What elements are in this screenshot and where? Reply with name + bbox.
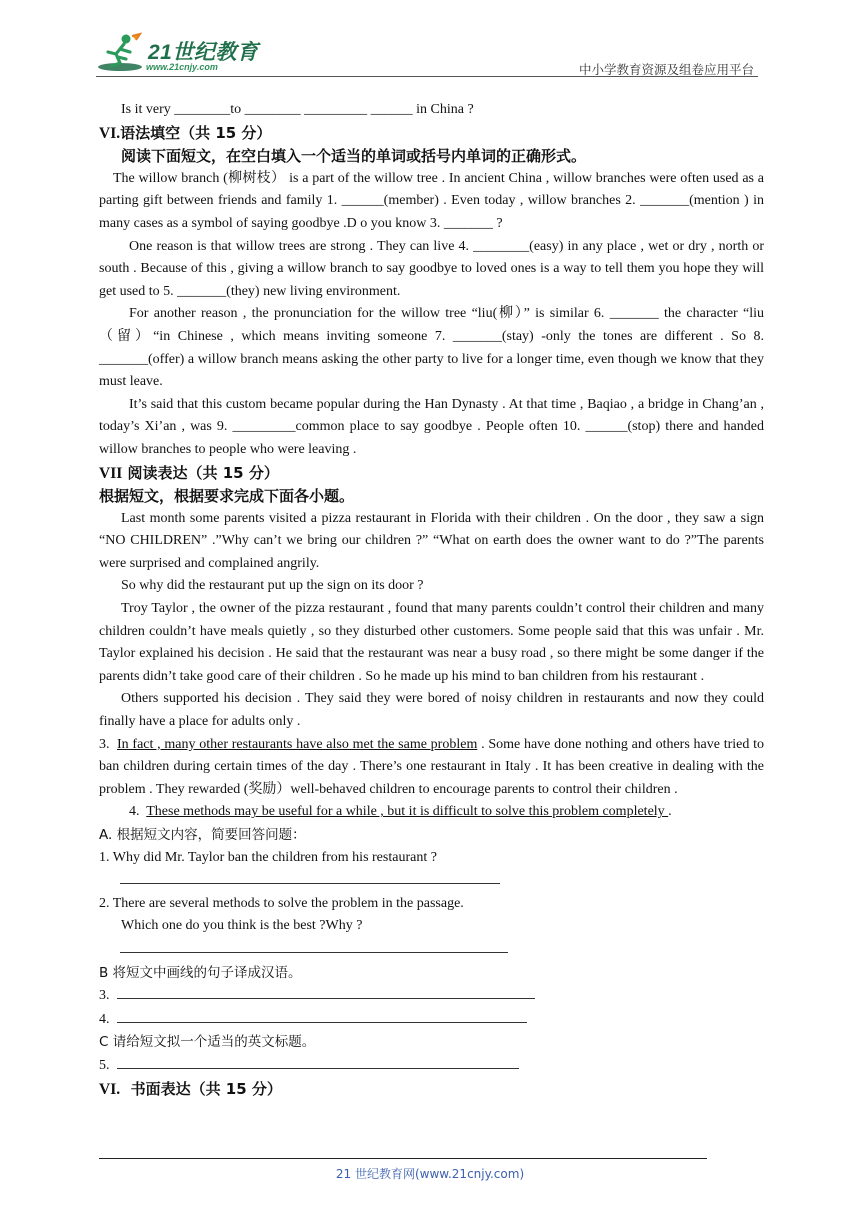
question-1: 1. Why did Mr. Taylor ban the children from his restaurant ? [99,849,437,865]
s7-paragraph: Others supported his decision . They said they were bored of noisy children in restaurants and now they could finally have a place for adults only . [99,691,764,730]
document-body [99,99,764,1101]
logo-title: 21世纪教育 [148,41,259,64]
page-header [96,32,758,78]
underlined-sentence-4: These methods may be useful for a while , but it is difficult to solve this problem completely [146,804,669,820]
answer-line-1[interactable] [99,869,764,893]
s7-paragraph-4: 4. These methods may be useful for a while , but it is difficult to solve this problem completely . [129,804,672,820]
question-2b: Which one do you think is the best ?Why ? [121,918,363,934]
question-2a: 2. There are several methods to solve the problem in the passage. [99,895,464,911]
runner-logo-icon [96,32,146,74]
part-b-label: B 将短文中画线的句子译成汉语。 [99,964,302,981]
footer-text: 21 世纪教育网(www.21cnjy.com) [335,1167,525,1181]
s6-paragraph: One reason is that willow trees are strong . They can live 4. ________(easy) in any place , wet or dry , north or south . Because of this , giving a willow branch to say goodbye to loved ones is a way to tell them you hope they will get used to 5. _______(they) new living environment. [99,238,764,299]
s7-paragraph-3: 3. In fact , many other restaurants have also met the same problem . Some have done nothing and others have tried to ban children during certain times of the day . There’s one restaurant in Italy . It has been creative in dealing with the problem . They rewarded (奖励）well-behaved children to encourage parents to control their children . [99,736,765,797]
s7-paragraph: Troy Taylor , the owner of the pizza restaurant , found that many parents couldn’t control their children and many children couldn’t have meals quietly , so they disturbed other customers. Some people said that this was unfair . Mr. Taylor explained his decision . He said that the restaurant was near a busy road , so there might be some danger if the parents didn’t take good care of their children . So he made up his mind to ban children from his restaurant . [99,601,764,684]
part-a-label: A. 根据短文内容，简要回答问题： [99,827,306,843]
s6-paragraph: For another reason , the pronunciation for the willow tree “liu(柳）” is similar 6. _______ the character “liu（留）“in Chinese , which means inviting someone 7. _______(stay) -only the tones are different . So 8. _______(offer) a willow branch means asking the other party to live for a longer time, even though we know that they must leave. [99,306,764,390]
section-7-title: VII 阅读表达（共 15 分） [99,463,279,482]
answer-line-5[interactable]: 5. [99,1054,764,1078]
intro-line: Is it very ________to ________ _________ ______ in China ? [121,102,474,117]
section-6-instruction: 阅读下面短文，在空白填入一个适当的单词或括号内单词的正确形式。 [121,147,587,166]
s6-paragraph: The willow branch (柳树枝） is a part of the willow tree . In ancient China , willow branches were often used as a parting gift between friends and family 1. ______(member) . Even today , willow branches 2. _______(mention ) in many cases as a symbol of saying goodbye .D o you know 3. _______ ? [99,170,764,231]
section-writing-title: VI. 书面表达（共 15 分） [99,1079,282,1098]
part-c-label: C 请给短文拟一个适当的英文标题。 [99,1034,316,1051]
answer-line-4[interactable]: 4. [99,1008,764,1032]
header-divider [96,76,758,77]
s7-paragraph: Last month some parents visited a pizza restaurant in Florida with their children . On the door , they saw a sign “NO CHILDREN” .”Why can’t we bring our children ?” “What on earth does the owner want to do ?”The parents were surprised and complained angrily. [99,510,764,571]
answer-line-3[interactable]: 3. [99,984,764,1008]
header-platform-name: 中小学教育资源及组卷应用平台 [578,62,754,77]
logo [96,32,266,76]
footer-divider [99,1158,707,1159]
answer-line-2[interactable] [99,938,764,962]
section-7-instruction: 根据短文，根据要求完成下面各小题。 [99,487,355,506]
section-6-title: VI.语法填空（共 15 分） [99,123,272,142]
logo-url: www.21cnjy.com [146,62,218,72]
underlined-sentence-3: In fact , many other restaurants have also met the same problem [117,736,478,752]
s6-paragraph: It’s said that this custom became popular during the Han Dynasty . At that time , Baqiao , a bridge in Chang’an , today’s Xi’an , was 9. _________common place to say goodbye . People often 10. ______(stop) there and handed willow branches to people who were leaving . [99,396,764,457]
s7-paragraph: So why did the restaurant put up the sign on its door ? [121,578,424,594]
